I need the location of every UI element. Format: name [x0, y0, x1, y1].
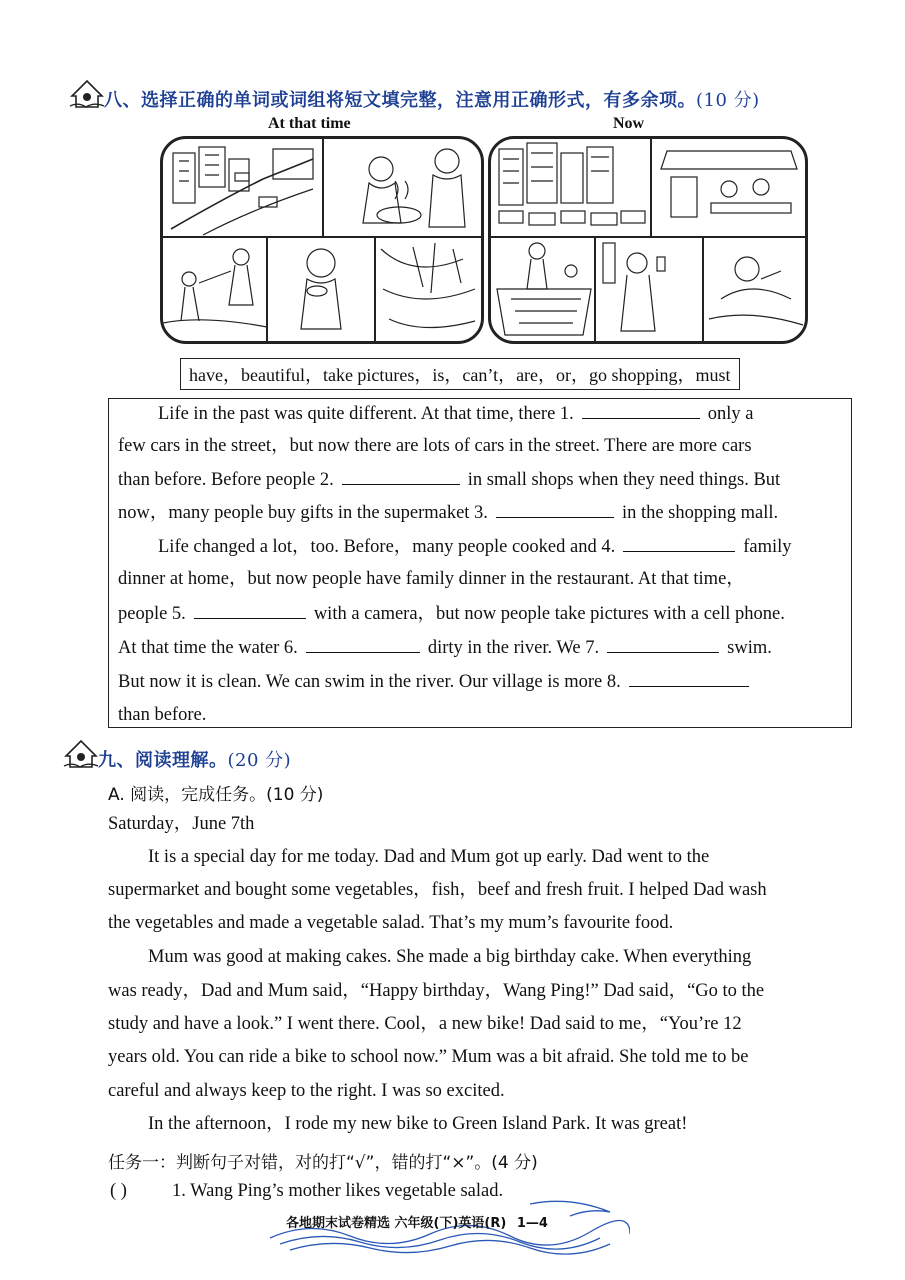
passage-line [118, 470, 780, 490]
passage-text: in small shops when they need things. But [467, 470, 781, 490]
task-1-heading: 任务一：判断句子对错，对的打“√”，错的打“×”。(4 分) [108, 1153, 538, 1173]
passage-line [158, 404, 754, 424]
word-bank: have，beautiful，take pictures，is，can’t，are，or，go shopping，must [180, 358, 740, 390]
answer-blank[interactable] [623, 537, 735, 552]
passage-line [118, 570, 745, 589]
caption-at-that-time: At that time [268, 115, 351, 132]
passage-text: swim. [727, 638, 772, 658]
footer-page-number: 1—4 [516, 1216, 548, 1231]
reading-line: study and have a look.” I went there. Cool，a new bike! Dad said to me，“You’re 12 [108, 1014, 742, 1034]
passage-text: now，many people buy gifts in the supermaket 3. [118, 503, 488, 523]
answer-blank[interactable] [582, 404, 700, 419]
section-9-icon [62, 736, 100, 770]
reading-line: the vegetables and made a vegetable salad. That’s my mum’s favourite food. [108, 913, 674, 933]
question-1: 1. Wang Ping’s mother likes vegetable salad. [172, 1181, 504, 1201]
passage-line [118, 672, 757, 692]
answer-blank[interactable] [496, 503, 614, 518]
passage-text: But now it is clean. We can swim in the river. Our village is more 8. [118, 672, 621, 692]
answer-blank[interactable] [342, 470, 460, 485]
answer-blank[interactable] [629, 672, 749, 687]
answer-blank[interactable] [607, 638, 719, 653]
section-9-points: (20 分) [227, 750, 292, 771]
reading-line: was ready，Dad and Mum said，“Happy birthday，Wang Ping!” Dad said，“Go to the [108, 981, 765, 1001]
now-scenes-illustration [491, 139, 805, 341]
caption-now: Now [613, 115, 645, 132]
passage-text: people 5. [118, 604, 186, 624]
footer-title: 各地期末试卷精选 六年级(下)英语(R) [286, 1216, 507, 1231]
passage-text: than before. [118, 705, 207, 725]
passage-text: in the shopping mall. [621, 503, 779, 523]
reading-line: In the afternoon，I rode my new bike to Green Island Park. It was great! [148, 1114, 688, 1134]
diary-date: Saturday，June 7th [108, 814, 255, 834]
passage-text: dinner at home，but now people have family dinner in the restaurant. At that time， [118, 569, 745, 589]
passage-line [118, 604, 785, 624]
passage-line [158, 537, 792, 557]
reading-line: supermarket and bought some vegetables，fish，beef and fresh fruit. I helped Dad wash [108, 880, 767, 900]
passage-line [118, 437, 752, 456]
reading-line: years old. You can ride a bike to school now.” Mum was a bit afraid. She told me to be [108, 1047, 749, 1067]
passage-text: only a [707, 404, 754, 424]
passage-text: family [743, 537, 792, 557]
picture-panel-past [160, 136, 484, 344]
passage-text: dirty in the river. We 7. [427, 638, 600, 658]
reading-line: It is a special day for me today. Dad and Mum got up early. Dad went to the [148, 847, 710, 867]
passage-line [118, 706, 206, 725]
reading-line: careful and always keep to the right. I was so excited. [108, 1081, 505, 1101]
answer-blank[interactable] [194, 604, 306, 619]
passage-line [118, 503, 778, 523]
footer-text [286, 1212, 548, 1231]
section-9-title-text: 九、阅读理解。 [98, 750, 228, 771]
section-8-icon [68, 76, 106, 110]
passage-text: At that time the water 6. [118, 638, 298, 658]
passage-text: few cars in the street，but now there are lots of cars in the street. There are more cars [118, 436, 752, 456]
section-8-title [104, 86, 760, 112]
passage-text: Life changed a lot，too. Before，many people cooked and 4. [158, 537, 616, 557]
passage-text: with a camera，but now people take pictures with a cell phone. [313, 604, 785, 624]
section-9-title [98, 746, 291, 772]
passage-text: Life in the past was quite different. At that time, there 1. [158, 404, 574, 424]
section-8-points: (10 分) [696, 90, 760, 111]
part-a-heading: A. 阅读，完成任务。(10 分) [108, 785, 324, 805]
picture-panel-now [488, 136, 808, 344]
reading-line: Mum was good at making cakes. She made a big birthday cake. When everything [148, 947, 752, 967]
passage-text: than before. Before people 2. [118, 470, 334, 490]
passage-line [118, 638, 772, 658]
section-8-title-text: 八、选择正确的单词或词组将短文填完整，注意用正确形式，有多余项。 [104, 90, 696, 111]
past-scenes-illustration [163, 139, 481, 341]
question-1-paren: ( ) [110, 1181, 127, 1201]
answer-blank[interactable] [306, 638, 420, 653]
